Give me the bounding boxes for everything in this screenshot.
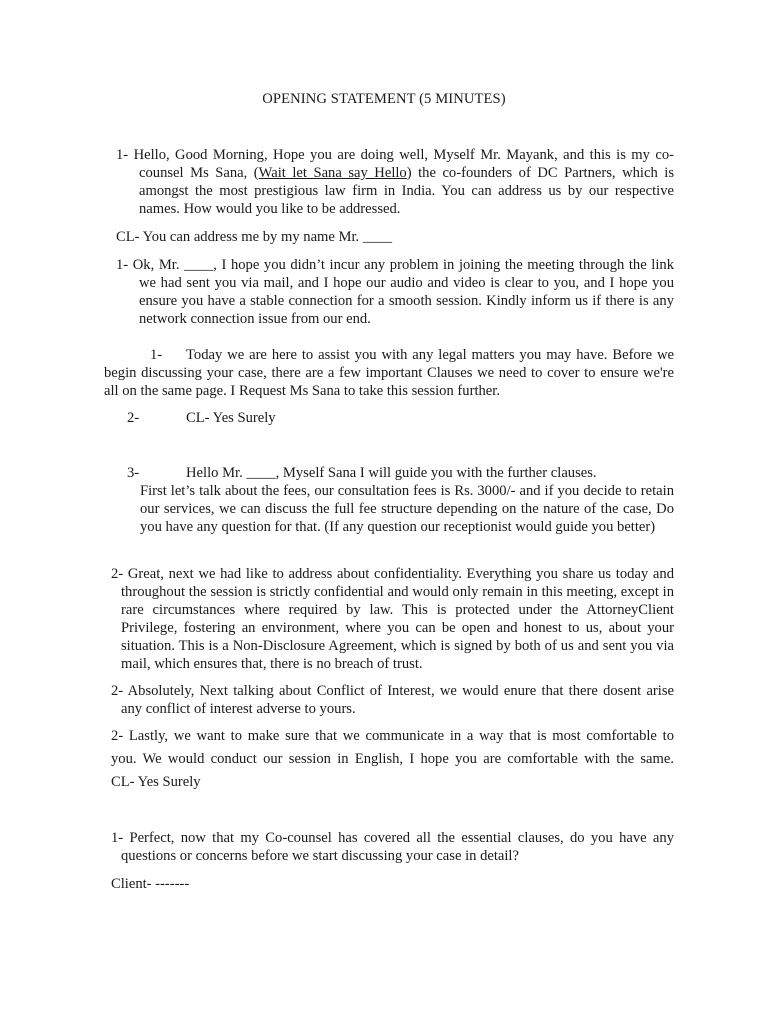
client-reply-name: CL- You can address me by my name Mr. ____ — [116, 229, 393, 245]
paragraph-closing-question: 1- Perfect, now that my Co-counsel has covered all the essential clauses, do you have any questions or concerns before we start discussing your case in detail? — [111, 830, 674, 864]
client-response-blank: Client- ------- — [111, 876, 190, 892]
paragraph-fees: First let’s talk about the fees, our consultation fees is Rs. 3000/- and if you decide to retain our services, we can discuss the full fee structure depending on the nature of the case, Do you have any question for that. (If any question our receptionist would guide you better) — [140, 483, 674, 535]
client-reply-surely-2: CL- Yes Surely — [111, 774, 201, 790]
sana-introduction-text: Hello Mr. ____, Myself Sana I will guide you with the further clauses. — [186, 465, 597, 481]
paragraph-assist-intro — [104, 346, 674, 400]
page-title: OPENING STATEMENT (5 MINUTES) — [262, 91, 506, 107]
paragraph-conflict-of-interest: 2- Absolutely, Next talking about Conflict of Interest, we would enure that there dosent arise any conflict of interest adverse to yours. — [111, 683, 674, 717]
paragraph-introduction — [116, 146, 674, 218]
item-number: 2- — [127, 410, 140, 426]
paragraph-confidentiality: 2- Great, next we had like to address about confidentiality. Everything you share us today and throughout the session is strictly confidential and would only remain in this meeting, except in rare circumstances where required by law. This is protected under the AttorneyClient Privilege, fostering an environment, where you can be open and honest to us, about your situation. This is a Non-Disclosure Agreement, which is signed by both of us and sent you via mail, which ensures that, there is no breach of trust. — [111, 566, 674, 672]
client-reply-surely-1 — [127, 409, 276, 427]
paragraph-connection-check: 1- Ok, Mr. ____, I hope you didn’t incur any problem in joining the meeting through the link we had sent you via mail, and I hope our audio and video is clear to you, and I hope you ensure you have a stable connection for a smooth session. Kindly inform us if there is any network connection issue from our end. — [116, 257, 674, 327]
item-number: 1- — [150, 347, 163, 363]
assist-intro-text: Today we are here to assist you with any legal matters you may have. Before we begin discussing your case, there are a few important Clauses we need to cover to ensure we're all on the same page. I Request Ms Sana to take this session further. — [104, 347, 674, 399]
language-line-1: 2- Lastly, we want to make sure that we communicate in a way that is most comfortable to — [111, 728, 674, 744]
intro-text-start: 1- Hello, Good Morning, Hope you are doing well, Myself Mr. Mayank, and this is my co- counsel Ms Sana, ( — [116, 147, 674, 181]
item-number: 3- — [127, 465, 140, 481]
intro-text-end: ) the co-founders of DC Partners, which is amongst the most prestigious law firm in India. You can address us by our respective names. How would you like to be addressed. — [139, 165, 674, 217]
language-line-2: you. We would conduct our session in English, I hope you are comfortable with the same. — [111, 751, 674, 767]
wait-note-underlined: Wait let Sana say Hello — [258, 165, 407, 181]
client-reply-text: CL- Yes Surely — [186, 410, 276, 426]
sana-introduction — [127, 464, 597, 482]
